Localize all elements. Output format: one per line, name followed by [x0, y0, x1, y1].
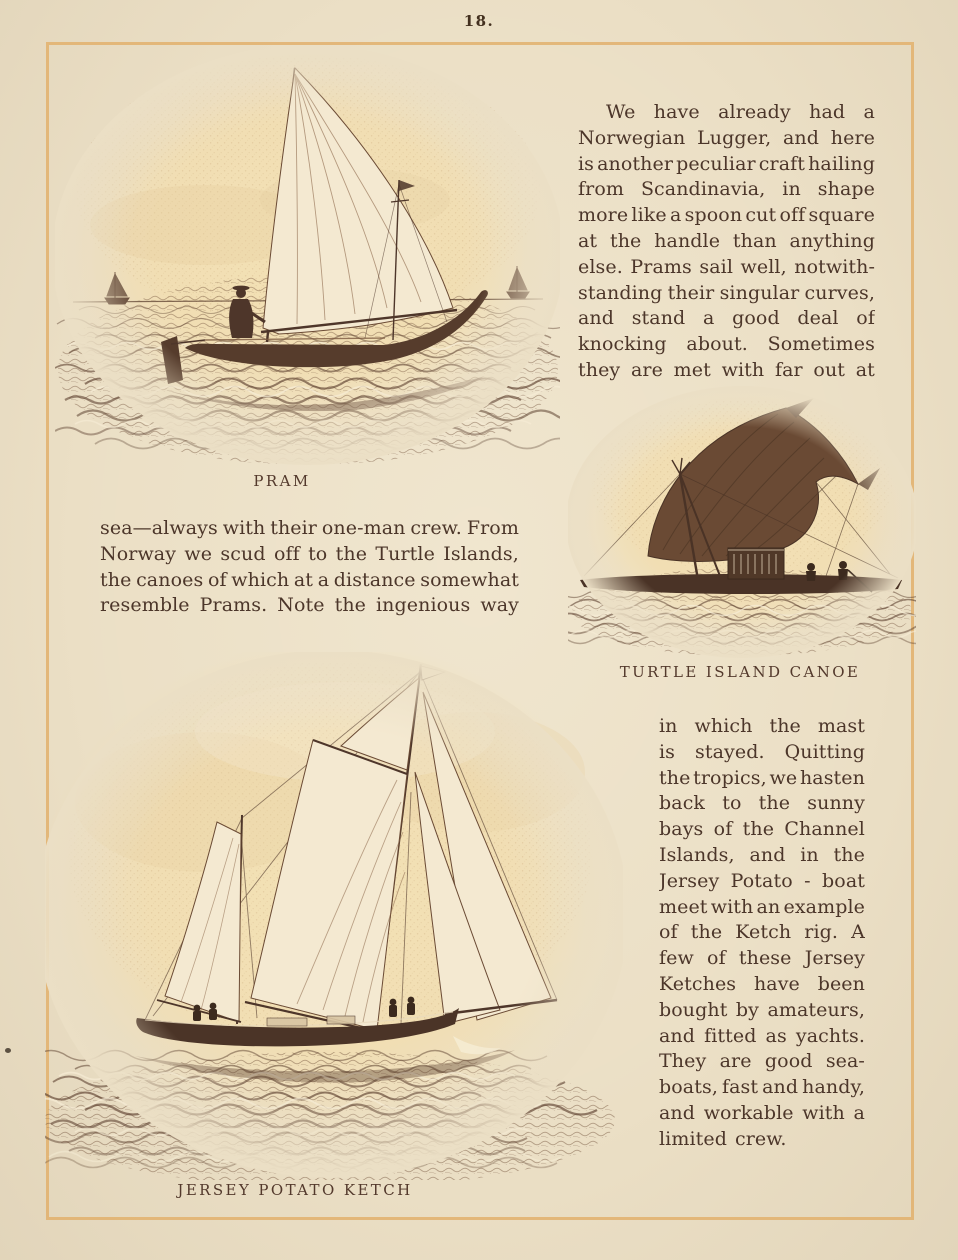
- text-line: boats, fast and handy,: [659, 1076, 865, 1099]
- text-line: and fitted as yachts.: [659, 1024, 865, 1047]
- paragraph-final: [659, 714, 865, 1153]
- turtle-island-canoe-caption: TURTLE ISLAND CANOE: [619, 663, 861, 681]
- text-line: knocking about. Sometimes: [578, 333, 875, 356]
- text-line: Jersey Potato - boat: [659, 869, 865, 892]
- text-line: of the Ketch rig. A: [659, 921, 865, 944]
- text-line: We have already had a: [606, 101, 875, 123]
- pram-engraving: [55, 50, 560, 465]
- text-line: sea—always with their one-man crew. From: [100, 517, 519, 539]
- text-line: more like a spoon cut off square: [578, 204, 875, 227]
- text-line: and stand a good deal of: [578, 307, 875, 330]
- text-line: Norway we scud off to the Turtle Islands,: [100, 542, 519, 565]
- text-line: standing their singular curves,: [578, 281, 875, 304]
- paragraph-continuation: [100, 516, 519, 619]
- text-line: is stayed. Quitting: [659, 740, 865, 763]
- text-line: is another peculiar craft hailing: [578, 152, 875, 175]
- text-line: few of these Jersey: [659, 947, 865, 970]
- text-line: else. Prams sail well, notwith-: [578, 255, 875, 278]
- text-line: at the handle than anything: [578, 229, 875, 252]
- turtle-island-canoe-engraving: [568, 386, 916, 658]
- text-line: bought by amateurs,: [659, 998, 865, 1021]
- text-line: they are met with far out at: [578, 358, 875, 381]
- page-number: 18.: [463, 12, 495, 30]
- jersey-potato-ketch-engraving: [45, 652, 623, 1180]
- text-line: the tropics, we hasten: [659, 766, 865, 789]
- text-line: the canoes of which at a distance somewhat: [100, 568, 519, 591]
- text-line: resemble Prams. Note the ingenious way: [100, 594, 519, 617]
- text-line: from Scandinavia, in shape: [578, 178, 875, 201]
- text-line: and workable with a: [659, 1101, 865, 1124]
- paper-speck: [5, 1048, 11, 1053]
- text-line: meet with an example: [659, 895, 865, 918]
- text-line: Islands, and in the: [659, 843, 865, 866]
- pram-caption: PRAM: [253, 472, 311, 490]
- text-line: Ketches have been: [659, 972, 865, 995]
- jersey-potato-ketch-caption: JERSEY POTATO KETCH: [177, 1181, 413, 1199]
- paragraph-intro: [578, 100, 875, 384]
- text-line: back to the sunny: [659, 792, 865, 815]
- text-line: bays of the Channel: [659, 818, 865, 841]
- text-line: Norwegian Lugger, and here: [578, 126, 875, 149]
- text-line: in which the mast: [659, 715, 865, 737]
- text-line: They are good sea-: [659, 1050, 865, 1073]
- text-line: limited crew.: [659, 1127, 787, 1150]
